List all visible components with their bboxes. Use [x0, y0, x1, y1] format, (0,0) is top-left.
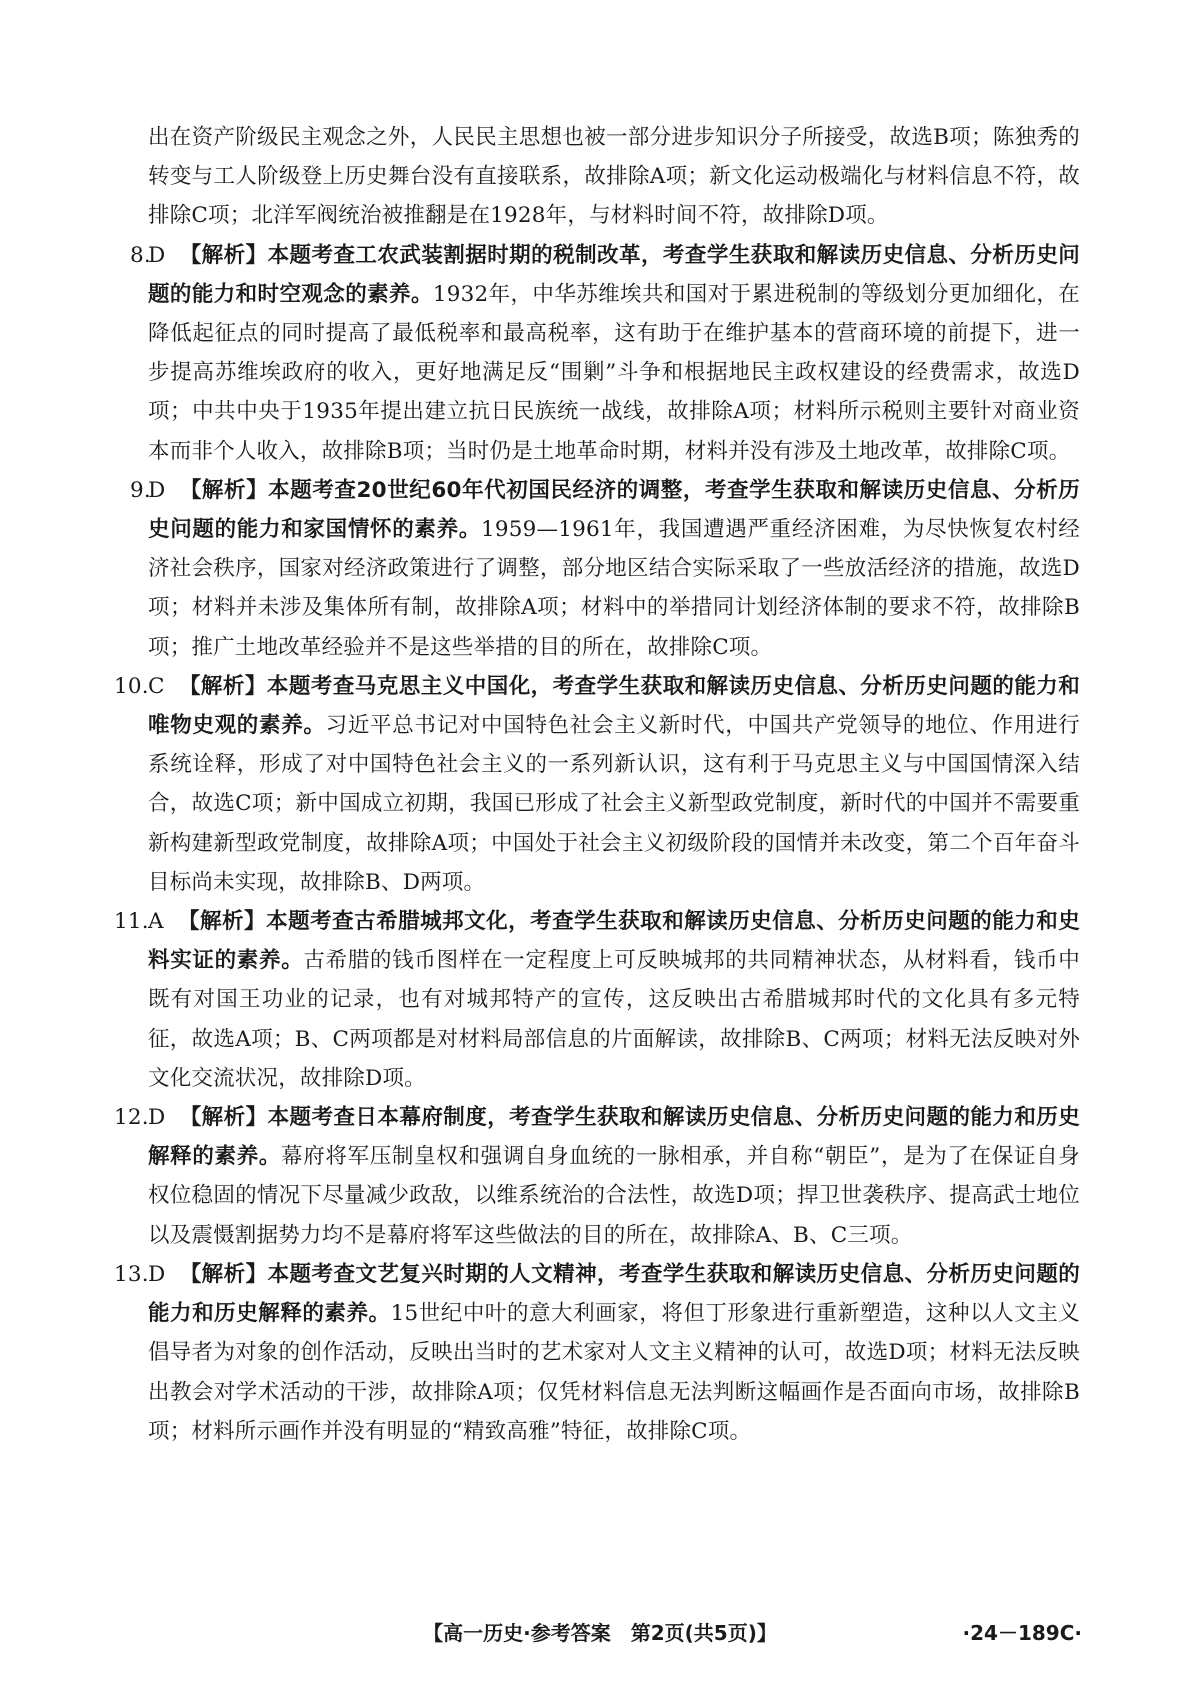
analysis-tag: 【解析】	[179, 242, 268, 268]
question-number: 9.	[130, 477, 151, 503]
answer-letter: D	[148, 242, 166, 268]
analysis-lead: 本题考查古希腊城邦文化，考查学生获取和解读历史信息、分析历史问题的能力和史料实证的素养。	[148, 909, 1080, 974]
analysis-body: 古希腊的钱币图样在一定程度上可反映城邦的共同精神状态，从材料看，钱币中既有对国王功业的记录，也有对城邦特产的宣传，这反映出古希腊城邦时代的文化具有多元特征，故选A项；B、C两项都是对材料局部信息的片面解读，故排除B、C两项；材料无法反映对外文化交流状况，故排除D项。	[148, 948, 1080, 1091]
analysis-lead: 本题考查日本幕府制度，考查学生获取和解读历史信息、分析历史问题的能力和历史解释的素养。	[148, 1105, 1080, 1170]
answer-item-9	[130, 471, 1080, 667]
question-number: 13.	[114, 1261, 149, 1287]
question-number: 8.	[130, 242, 151, 268]
answer-letter: D	[148, 477, 166, 503]
answer-item-10	[114, 667, 1080, 902]
answer-letter: A	[148, 909, 164, 935]
answer-item-11	[114, 902, 1080, 1098]
footer-page-label: 【高一历史·参考答案 第2页(共5页)】	[423, 1621, 777, 1645]
answer-letter: D	[148, 1261, 166, 1287]
analysis-body: 1932年，中华苏维埃共和国对于累进税制的等级划分更加细化，在降低起征点的同时提高了最低税率和最高税率，这有助于在维护基本的营商环境的前提下，进一步提高苏维埃政府的收入，更好地满足反“围剿”斗争和根据地民主政权建设的经费需求，故选D项；中共中央于1935年提出建立抗日民族统一战线，故排除A项；材料所示税则主要针对商业资本而非个人收入，故排除B项；当时仍是土地革命时期，材料并没有涉及土地改革，故排除C项。	[148, 281, 1080, 464]
answer-letter: D	[148, 1105, 166, 1131]
analysis-tag: 【解析】	[179, 1105, 268, 1131]
analysis-lead: 本题考查20世纪60年代初国民经济的调整，考查学生获取和解读历史信息、分析历史问题的能力和家国情怀的素养。	[148, 477, 1080, 543]
page-footer	[0, 1617, 1200, 1657]
question-number: 11.	[114, 909, 149, 935]
analysis-tag: 【解析】	[178, 673, 267, 699]
analysis-lead: 本题考查文艺复兴时期的人文精神，考查学生获取和解读历史信息、分析历史问题的能力和历史解释的素养。	[148, 1261, 1080, 1327]
analysis-body: 15世纪中叶的意大利画家，将但丁形象进行重新塑造，这种以人文主义倡导者为对象的创作活动，反映出当时的艺术家对人文主义精神的认可，故选D项；材料无法反映出教会对学术活动的干涉，故排除A项；仅凭材料信息无法判断这幅画作是否面向市场，故排除B项；材料所示画作并没有明显的“精致高雅”特征，故排除C项。	[148, 1301, 1081, 1444]
analysis-lead: 本题考查工农武装割据时期的税制改革，考查学生获取和解读历史信息、分析历史问题的能力和时空观念的素养。	[148, 242, 1080, 307]
answer-content	[114, 118, 1081, 1451]
analysis-body: 1959—1961年，我国遭遇严重经济困难，为尽快恢复农村经济社会秩序，国家对经济政策进行了调整，部分地区结合实际采取了一些放活经济的措施，故选D项；材料并未涉及集体所有制，故排除A项；材料中的举措同计划经济体制的要求不符，故排除B项；推广土地改革经验并不是这些举措的目的所在，故排除C项。	[148, 517, 1080, 660]
answer-item-13	[114, 1255, 1081, 1451]
answer-letter: C	[148, 673, 165, 699]
analysis-lead: 本题考查马克思主义中国化，考查学生获取和解读历史信息、分析历史问题的能力和唯物史观的素养。	[148, 673, 1080, 739]
answer-item-8	[130, 236, 1080, 471]
analysis-body: 习近平总书记对中国特色社会主义新时代，中国共产党领导的地位、作用进行系统诠释，形成了对中国特色社会主义的一系列新认识，这有利于马克思主义与中国国情深入结合，故选C项；新中国成立初期，我国已形成了社会主义新型政党制度，新时代的中国并不需要重新构建新型政党制度，故排除A项；中国处于社会主义初级阶段的国情并未改变，第二个百年奋斗目标尚未实现，故排除B、D两项。	[148, 713, 1080, 895]
analysis-tag: 【解析】	[177, 909, 267, 935]
intro-paragraph: 出在资产阶级民主观念之外，人民民主思想也被一部分进步知识分子所接受，故选B项；陈独秀的转变与工人阶级登上历史舞台没有直接联系，故排除A项；新文化运动极端化与材料信息不符，故排除C项；北洋军阀统治被推翻是在1928年，与材料时间不符，故排除D项。	[148, 125, 1080, 229]
question-number: 12.	[114, 1105, 149, 1131]
analysis-body: 幕府将军压制皇权和强调自身血统的一脉相承，并自称“朝臣”，是为了在保证自身权位稳固的情况下尽量减少政敌，以维系统治的合法性，故选D项；捍卫世袭秩序、提高武士地位以及震慑割据势力均不是幕府将军这些做法的目的所在，故排除A、B、C三项。	[148, 1144, 1080, 1248]
answer-item-12	[114, 1098, 1080, 1255]
analysis-tag: 【解析】	[179, 477, 269, 503]
footer-doc-code: ·24－189C·	[962, 1621, 1082, 1645]
analysis-tag: 【解析】	[179, 1261, 268, 1287]
question-number: 10.	[114, 673, 149, 699]
